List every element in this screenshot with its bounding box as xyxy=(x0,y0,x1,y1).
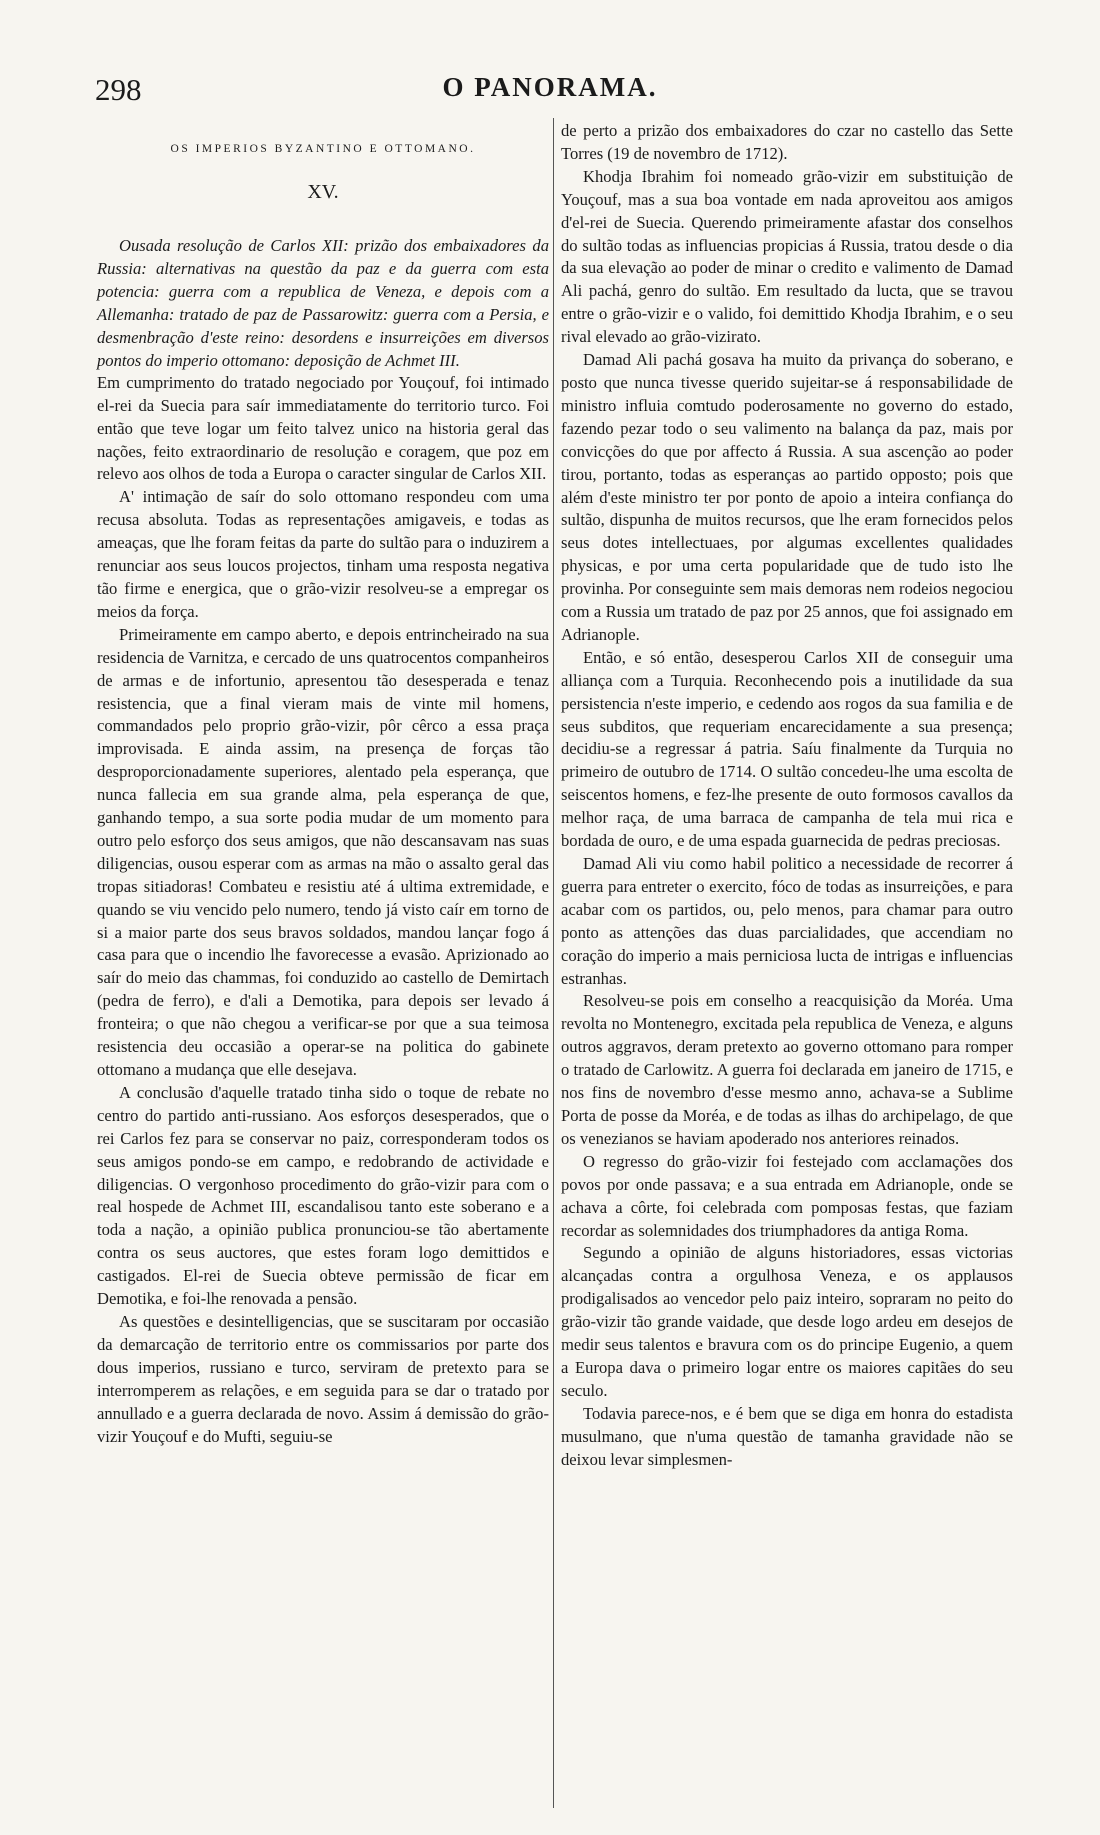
body-paragraph: Segundo a opinião de alguns historiadores, essas victorias alcançadas contra a orgulhosa Veneza, e os applausos prodigalisados ao vencedor pelo paiz inteiro, sopraram no peito do grão-vizir tão grande vaidade, que desde logo ardeu em desejos de medir seus talentos e bravura com os do principe Eugenio, a quem a Europa dava o primeiro logar entre os maiores capitães do seu seculo. xyxy=(561,1243,1013,1400)
body-paragraph: Então, e só então, desesperou Carlos XII de conseguir uma alliança com a Turquia. Reconhecendo pois a inutilidade da sua persistencia n'este imperio, e cedendo aos rogos da sua familia e de seus subditos, que requeriam encarecidamente a sua presença; decidiu-se a regressar á patria. Saíu finalmente da Turquia no primeiro de outubro de 1714. O sultão concedeu-lhe uma escolta de seiscentos homens, e fez-lhe presente de outo formosos cavallos da melhor raça, de uma barraca de campanha de tela mui rica e bordada de ouro, e de uma espada guarnecida de pedras preciosas. xyxy=(561,647,1013,851)
body-paragraph: Resolveu-se pois em conselho a reacquisição da Moréa. Uma revolta no Montenegro, excitada pela republica de Veneza, e alguns outros aggravos, deram pretexto ao governo ottomano para romper o tratado de Carlowitz. A guerra foi declarada em janeiro de 1715, e nos fins de novembro d'esse mesmo anno, achava-se a Sublime Porta de posse da Moréa, e de todas as ilhas do archipelago, de que os venezianos se haviam apoderado nos anteriores reinados. xyxy=(561,991,1013,1148)
article-kicker: OS IMPERIOS BYZANTINO E OTTOMANO. xyxy=(170,143,476,155)
body-paragraph: Damad Ali pachá gosava ha muito da privança do soberano, e posto que nunca tivesse querido sujeitar-se á responsabilidade de ministro influia comtudo poderosamente no governo do estado, fazendo pezar todo o seu valimento na balança da paz, mais por convicções do que por affecto á Russia. A sua ascenção ao poder tirou, portanto, todas as esperanças ao partido opposto; pois que além d'este ministro ter por ponto de apoio a inteira confiança do sultão, dispunha de muitos recursos, que lhe eram fornecidos pelos seus dotes intellectuaes, por algumas excellentes qualidades physicas, e por uma certa popularidade que de tudo isto lhe provinha. Por conseguinte sem mais demoras nem rodeios negociou com a Russia um tratado de paz por 25 annos, que foi assignado em Adrianople. xyxy=(561,350,1013,644)
right-column xyxy=(561,120,1013,1471)
publication-title: O PANORAMA. xyxy=(442,72,658,102)
column-divider xyxy=(553,118,554,1808)
body-paragraph: de perto a prizão dos embaixadores do czar no castello das Sette Torres (19 de novembro de 1712). xyxy=(561,121,1013,163)
body-paragraph: A' intimação de saír do solo ottomano respondeu com uma recusa absoluta. Todas as representações amigaveis, e todas as ameaças, que lhe foram feitas da parte do sultão para o induzirem a renunciar aos seus loucos projectos, tinham uma resposta negativa tão firme e energica, que o grão-vizir resolveu-se a empregar os meios da força. xyxy=(97,487,549,621)
right-body xyxy=(561,120,1013,1471)
body-paragraph: O regresso do grão-vizir foi festejado com acclamações dos povos por onde passava; e a sua entrada em Adrianople, onde se achava a côrte, foi celebrada com pomposas festas, que faziam recordar as solemnidades dos triumphadores da antiga Roma. xyxy=(561,1151,1013,1240)
left-column xyxy=(97,138,549,1448)
body-paragraph: Khodja Ibrahim foi nomeado grão-vizir em substituição de Youçouf, mas a sua boa vontade em nada aproveitou aos amigos d'el-rei de Suecia. Querendo primeiramente afastar dos conselhos do sultão todas as influencias propicias á Russia, tratou desde o dia da sua elevação ao poder de minar o credito e valimento de Damad Ali pachá, genro do sultão. Em resultado da lucta, que se travou entre o grão-vizir e o valido, foi demittido Khodja Ibrahim, e o seu rival elevado ao grão-vizirato. xyxy=(561,166,1013,347)
article-summary: Ousada resolução de Carlos XII: prizão dos embaixadores da Russia: alternativas na questão da paz e da guerra com esta potencia: guerra com a republica de Veneza, e depois com a Allemanha: tratado de paz de Passarowitz: guerra com a Persia, e desmenbração d'este reino: desordens e insurreições em diversos pontos do imperio ottomano: deposição de Achmet III. xyxy=(97,235,549,370)
section-number: XV. xyxy=(307,180,339,203)
page-header xyxy=(95,68,1005,108)
body-paragraph: A conclusão d'aquelle tratado tinha sido o toque de rebate no centro do partido anti-russiano. Aos esforços desesperados, que o rei Carlos fez para se conservar no paiz, corresponderam todos os seus amigos pondo-se em campo, e redobrando de actividade e diligencias. O vergonhoso procedimento do grão-vizir para com o real hospede de Achmet III, escandalisou tanto este soberano e a toda a nação, a opinião publica pronunciou-se tão abertamente contra os seus auctores, que estes foram logo demittidos e castigados. El-rei de Suecia obteve permissão de ficar em Demotika, e foi-lhe renovada a pensão. xyxy=(97,1082,549,1309)
body-paragraph: Primeiramente em campo aberto, e depois entrincheirado na sua residencia de Varnitza, e cercado de uns quatrocentos companheiros de armas e de infortunio, apresentou tão desesperada e tenaz resistencia, que a final vieram mais de vinte mil homens, commandados pelo proprio grão-vizir, pôr cêrco a essa praça improvisada. E ainda assim, na presença de forças tão desproporcionadamente superiores, alentado pela esperança, que nunca fallecia em sua grande alma, pela esperança de que, ganhando tempo, a sua sorte podia mudar de um momento para outro pelo esforço dos seus amigos, que não descansavam nas suas diligencias, ousou esperar com as armas na mão o assalto geral das tropas sitiadoras! Combateu e resistiu até á ultima extremidade, e quando se viu vencido pelo numero, tendo já visto caír em torno de si a maior parte dos seus bravos soldados, mandou lançar fogo á casa para que o incendio lhe favorecesse a evasão. Aprizionado ao saír do meio das chammas, foi conduzido ao castello de Demirtach (pedra de ferro), e d'ali a Demotika, para depois ser levado á fronteira; o que não chegou a verificar-se por que a sua teimosa resistencia deu occasião a operar-se na politica do gabinete ottomano a mudança que elle desejava. xyxy=(97,624,549,1079)
body-paragraph: As questões e desintelligencias, que se suscitaram por occasião da demarcação de territorio entre os commissarios por parte dos dous imperios, russiano e turco, serviram de pretexto para se interromperem as relações, e em seguida para se dar o tratado por annullado e a guerra declarada de novo. Assim á demissão do grão-vizir Youçouf e do Mufti, seguiu-se xyxy=(97,1311,549,1446)
left-body xyxy=(97,372,549,1449)
body-paragraph: Em cumprimento do tratado negociado por Youçouf, foi intimado el-rei da Suecia para saír immediatamente do territorio turco. Foi então que teve logar um feito talvez unico na historia geral das nações, feito extraordinario de resolução e coragem, que poz em relevo aos olhos de toda a Europa o caracter singular de Carlos XII. xyxy=(97,372,549,484)
body-paragraph: Damad Ali viu como habil politico a necessidade de recorrer á guerra para entreter o exercito, fóco de todas as insurreições, e para acabar com os partidos, ou, pelo menos, para chamar para outro ponto as attenções das duas parcialidades, que accendiam no coração do imperio a mais perniciosa lucta de intrigas e influencias estranhas. xyxy=(561,854,1013,988)
page-number: 298 xyxy=(95,72,142,107)
body-paragraph: Todavia parece-nos, e é bem que se diga em honra do estadista musulmano, que n'uma questão de tamanha gravidade não se deixou levar simplesmen- xyxy=(561,1403,1013,1469)
